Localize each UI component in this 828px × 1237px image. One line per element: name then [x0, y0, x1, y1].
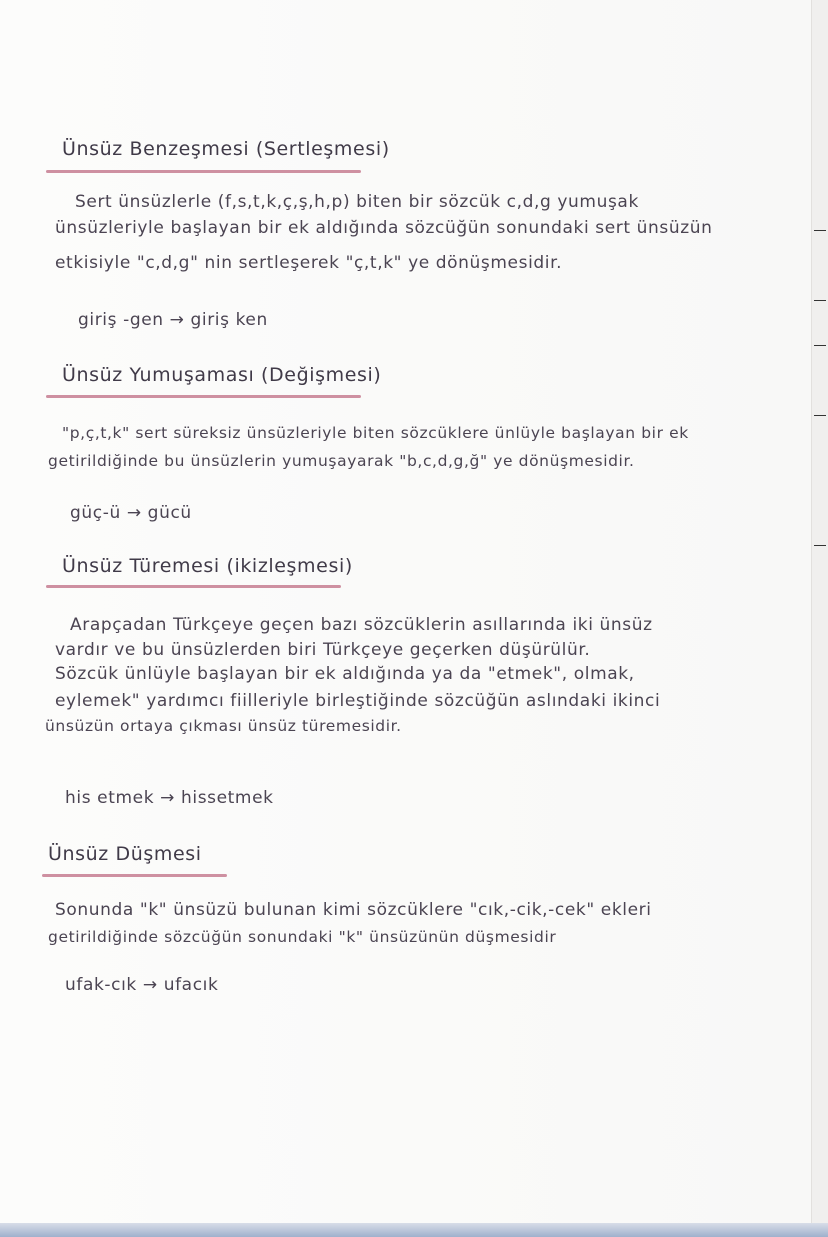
body-line: getirildiğinde sözcüğün sonundaki "k" ünsüzünün düşmesidir	[48, 928, 557, 946]
title-underline	[46, 585, 341, 588]
title-underline	[46, 170, 361, 173]
body-line: Sözcük ünlüyle başlayan bir ek aldığında ya da "etmek", olmak,	[55, 664, 635, 684]
page-edge-mark	[814, 300, 826, 301]
body-line: Sonunda "k" ünsüzü bulunan kimi sözcüklere "cık,-cik,-cek" ekleri	[55, 900, 652, 920]
body-line: ünsüzleriyle başlayan bir ek aldığında sözcüğün sonundaki sert ünsüzün	[55, 218, 713, 238]
section-title: Ünsüz Düşmesi	[48, 843, 202, 865]
section-title: Ünsüz Türemesi (ikizleşmesi)	[62, 555, 353, 577]
example: his etmek → hissetmek	[65, 788, 274, 808]
example: ufak-cık → ufacık	[65, 975, 219, 995]
example: giriş -gen → giriş ken	[78, 310, 268, 330]
body-line: ünsüzün ortaya çıkması ünsüz türemesidir.	[45, 717, 402, 735]
title-underline	[42, 874, 227, 877]
body-line: vardır ve bu ünsüzlerden biri Türkçeye geçerken düşürülür.	[55, 640, 591, 660]
body-line: "p,ç,t,k" sert süreksiz ünsüzleriyle biten sözcüklere ünlüyle başlayan bir ek	[62, 424, 689, 442]
example: güç-ü → gücü	[70, 503, 192, 523]
page-edge-mark	[814, 230, 826, 231]
bottom-edge	[0, 1223, 828, 1237]
body-line: Sert ünsüzlerle (f,s,t,k,ç,ş,h,p) biten bir sözcük c,d,g yumuşak	[75, 192, 639, 212]
page-edge-mark	[814, 545, 826, 546]
title-underline	[46, 395, 361, 398]
body-line: eylemek" yardımcı fiilleriyle birleştiğinde sözcüğün aslındaki ikinci	[55, 691, 661, 711]
body-line: etkisiyle "c,d,g" nin sertleşerek "ç,t,k" ye dönüşmesidir.	[55, 253, 563, 273]
body-line: getirildiğinde bu ünsüzlerin yumuşayarak "b,c,d,g,ğ" ye dönüşmesidir.	[48, 452, 635, 470]
section-title: Ünsüz Benzeşmesi (Sertleşmesi)	[62, 138, 390, 160]
page-edge-mark	[814, 415, 826, 416]
section-title: Ünsüz Yumuşaması (Değişmesi)	[62, 364, 382, 386]
body-line: Arapçadan Türkçeye geçen bazı sözcüklerin asıllarında iki ünsüz	[70, 615, 653, 635]
page-edge-mark	[814, 345, 826, 346]
next-page-edge	[811, 0, 828, 1237]
